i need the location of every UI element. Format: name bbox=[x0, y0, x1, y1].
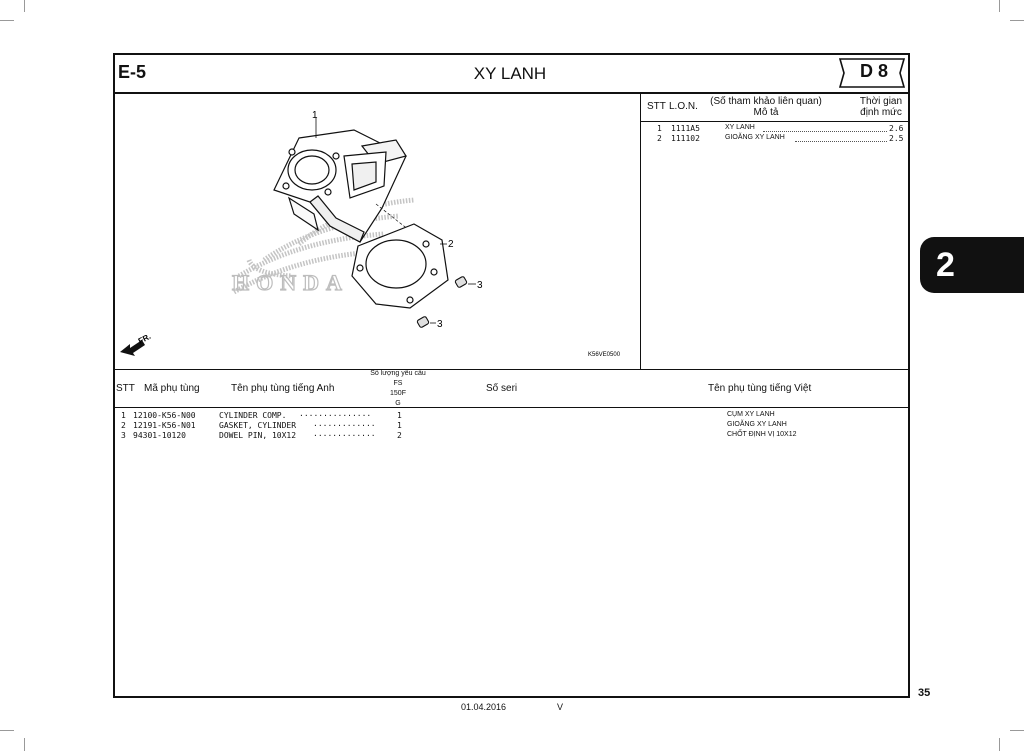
table-row bbox=[121, 421, 901, 431]
parts-col-qty-model: 150F bbox=[390, 390, 406, 397]
crop-mark bbox=[1010, 20, 1024, 21]
ref-row-desc: XY LANH bbox=[725, 124, 755, 131]
ref-row-time: 2.5 bbox=[889, 134, 904, 143]
parts-table-divider bbox=[114, 407, 909, 408]
front-label: FR. bbox=[136, 331, 153, 346]
section-code: E-5 bbox=[118, 62, 147, 82]
honda-watermark-text: HONDA bbox=[232, 270, 349, 295]
leader-dots: ············· bbox=[313, 421, 376, 430]
row-part-no: 94301-10120 bbox=[133, 431, 186, 440]
parts-col-qty-model: G bbox=[395, 400, 401, 407]
diagram-divider bbox=[114, 369, 909, 370]
figure-code: K56VE0500 bbox=[588, 352, 621, 358]
callout-2: 2 bbox=[448, 239, 454, 250]
ref-row-stt: 1 bbox=[657, 124, 662, 133]
table-row bbox=[121, 431, 901, 441]
row-stt: 2 bbox=[121, 421, 126, 430]
parts-col-serial: Số seri bbox=[486, 383, 518, 394]
ref-row-lon: 1111A5 bbox=[671, 124, 700, 133]
ref-row-time: 2.6 bbox=[889, 124, 904, 133]
callout-1: 1 bbox=[312, 110, 318, 121]
parts-col-qty-model: FS bbox=[393, 380, 403, 387]
callout-3: 3 bbox=[477, 280, 483, 291]
leader-dots bbox=[795, 141, 887, 142]
ref-table-divider bbox=[641, 121, 909, 122]
ref-row-lon: 111102 bbox=[671, 134, 700, 143]
row-name-vi: CỤM XY LANH bbox=[727, 411, 775, 418]
cylinder-gasket bbox=[352, 224, 448, 308]
cylinder-block bbox=[274, 130, 406, 242]
parts-col-name-en: Tên phụ tùng tiếng Anh bbox=[231, 383, 335, 394]
row-stt: 3 bbox=[121, 431, 126, 440]
crop-mark bbox=[1010, 730, 1024, 731]
row-name-vi: GIOĂNG XY LANH bbox=[727, 421, 787, 428]
leader-dots bbox=[763, 131, 887, 132]
ref-col-stt: STT bbox=[647, 101, 666, 112]
dowel-pin bbox=[417, 316, 430, 328]
row-qty: 1 bbox=[397, 421, 402, 430]
parts-col-qty-title: Số lượng yêu cầu bbox=[370, 370, 426, 377]
footer-version: V bbox=[557, 702, 564, 712]
crop-mark bbox=[999, 0, 1000, 12]
row-part-no: 12191-K56-N01 bbox=[133, 421, 196, 430]
row-name-vi: CHỐT ĐỊNH VỊ 10X12 bbox=[727, 431, 797, 438]
ref-col-lon: L.O.N. bbox=[669, 101, 698, 112]
parts-col-stt: STT bbox=[116, 383, 135, 394]
ref-code: D 8 bbox=[859, 61, 888, 81]
chapter-tab-label: 2 bbox=[936, 245, 955, 284]
leader-dots: ············· bbox=[313, 431, 376, 440]
crop-mark bbox=[0, 730, 14, 731]
row-name-en: GASKET, CYLINDER bbox=[219, 421, 297, 430]
ref-col-time-top: Thời gian bbox=[859, 96, 903, 107]
ref-row-desc: GIOĂNG XY LANH bbox=[725, 134, 785, 141]
ref-row-stt: 2 bbox=[657, 134, 662, 143]
parts-col-name-vi: Tên phụ tùng tiếng Việt bbox=[708, 383, 812, 394]
crop-mark bbox=[24, 738, 25, 751]
row-name-en: CYLINDER COMP. bbox=[219, 411, 287, 420]
row-qty: 2 bbox=[397, 431, 402, 440]
row-part-no: 12100-K56-N00 bbox=[133, 411, 196, 420]
chapter-tab bbox=[920, 237, 1024, 293]
row-stt: 1 bbox=[121, 411, 126, 420]
ref-col-time-bottom: định mức bbox=[860, 107, 902, 118]
leader-dots: ··············· bbox=[299, 411, 372, 420]
row-name-en: DOWEL PIN, 10X12 bbox=[219, 431, 297, 440]
callout-3: 3 bbox=[437, 319, 443, 330]
table-row bbox=[121, 411, 901, 421]
crop-mark bbox=[24, 0, 25, 12]
row-qty: 1 bbox=[397, 411, 402, 420]
page-number: 35 bbox=[918, 687, 931, 699]
ref-col-desc-top: (Số tham khảo liên quan) bbox=[710, 96, 822, 107]
parts-col-part-no: Mã phụ tùng bbox=[144, 383, 200, 394]
page-title: XY LANH bbox=[473, 64, 547, 83]
crop-mark bbox=[999, 738, 1000, 751]
crop-mark bbox=[0, 20, 14, 21]
footer-date: 01.04.2016 bbox=[461, 702, 507, 712]
column-divider bbox=[640, 93, 641, 369]
exploded-diagram bbox=[114, 94, 640, 369]
dowel-pin bbox=[455, 276, 468, 288]
ref-col-desc-bottom: Mô tả bbox=[753, 107, 779, 118]
